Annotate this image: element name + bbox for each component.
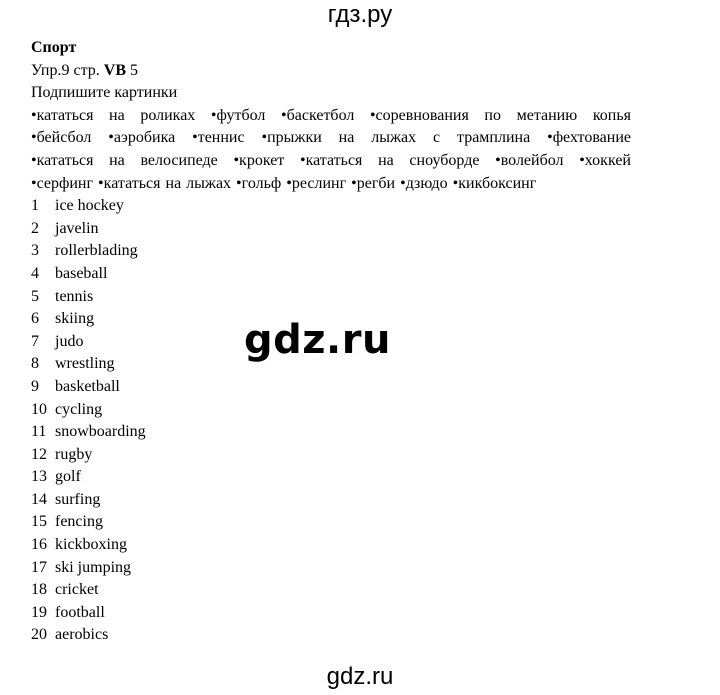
answer-text: ice hockey (55, 197, 124, 215)
answer-number: 19 (31, 603, 47, 621)
page-title: Спорт (31, 39, 77, 56)
exercise-reference (31, 60, 651, 83)
answer-item (31, 263, 651, 286)
answer-number: 8 (31, 355, 39, 373)
answer-number: 4 (31, 264, 39, 282)
answer-number: 2 (31, 219, 39, 237)
answer-text: baseball (55, 264, 108, 282)
exercise-book: VB (103, 61, 127, 79)
answer-item (31, 286, 651, 309)
answer-item (31, 399, 651, 422)
exercise-prefix: Упр.9 стр. (31, 61, 100, 79)
word-bank-line: •кататься на велосипеде •крокет •кататься на сноуборде •волейбол •хоккей (31, 151, 631, 169)
answer-number: 5 (31, 287, 39, 305)
answer-item (31, 624, 651, 647)
answer-item (31, 421, 651, 444)
word-bank-line: •бейсбол •аэробика •теннис •прыжки на лыжах с трамплина •фехтование (31, 129, 631, 147)
site-header: гдз.ру (327, 1, 393, 28)
answer-text: rugby (55, 445, 93, 463)
answer-number: 12 (31, 445, 47, 463)
answer-text: skiing (55, 310, 95, 328)
answer-number: 18 (31, 581, 47, 599)
answer-item (31, 218, 651, 241)
answer-text: cricket (55, 581, 99, 599)
answer-text: tennis (55, 287, 94, 305)
answer-text: basketball (55, 377, 120, 395)
answer-number: 10 (31, 400, 47, 418)
answer-item (31, 444, 651, 467)
answer-item (31, 240, 651, 263)
answer-item (31, 489, 651, 512)
answer-list (31, 195, 651, 647)
answer-text: snowboarding (55, 423, 146, 441)
answer-number: 6 (31, 310, 39, 328)
answer-number: 14 (31, 490, 47, 508)
answer-number: 7 (31, 332, 39, 350)
answer-text: golf (55, 468, 81, 486)
answer-number: 16 (31, 536, 47, 554)
instruction-text: Подпишите картинки (31, 84, 178, 102)
answer-text: surfing (55, 490, 101, 508)
answer-text: ski jumping (55, 558, 132, 576)
answer-number: 17 (31, 558, 47, 576)
answer-item (31, 602, 651, 625)
answer-item (31, 579, 651, 602)
word-bank-line: •кататься на роликах •футбол •баскетбол •соревнования по метанию копья (31, 106, 631, 124)
answer-text: kickboxing (55, 536, 127, 554)
answer-number: 11 (31, 423, 47, 441)
answer-item (31, 511, 651, 534)
answer-text: javelin (55, 219, 99, 237)
answer-item (31, 466, 651, 489)
word-bank (31, 105, 631, 195)
answer-text: aerobics (55, 626, 109, 644)
answer-number: 20 (31, 626, 47, 644)
exercise-page: 5 (130, 61, 139, 79)
answer-item (31, 534, 651, 557)
answer-number: 15 (31, 513, 47, 531)
answer-text: football (55, 603, 105, 621)
word-bank-line: •серфинг •кататься на лыжах •гольф •реслинг •регби •дзюдо •кикбоксинг (31, 174, 537, 192)
answer-number: 13 (31, 468, 47, 486)
site-footer: gdz.ru (326, 663, 394, 690)
answer-item (31, 195, 651, 218)
answer-text: rollerblading (55, 242, 138, 260)
answer-item (31, 376, 651, 399)
answer-item (31, 557, 651, 580)
watermark: gdz.ru (244, 317, 391, 363)
answer-text: cycling (55, 400, 103, 418)
answer-number: 1 (31, 197, 39, 215)
answer-text: fencing (55, 513, 103, 531)
answer-text: judo (55, 332, 84, 350)
answer-number: 9 (31, 377, 39, 395)
answer-number: 3 (31, 242, 39, 260)
answer-text: wrestling (55, 355, 115, 373)
